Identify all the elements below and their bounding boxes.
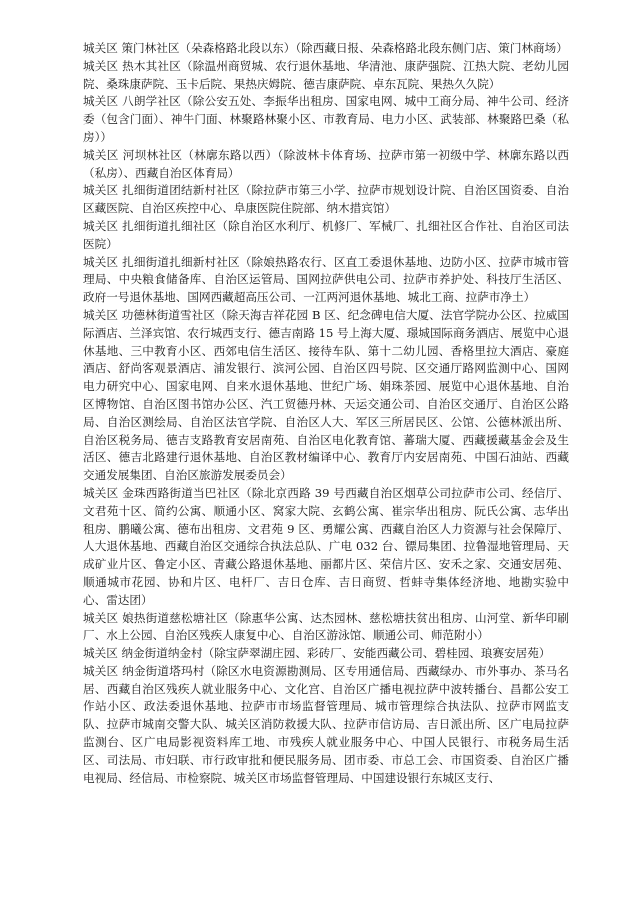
- list-item: 城关区 纳金街道塔玛村（除区水电资源勘测局、区专用通信局、西藏绿办、市外事办、茶马名居、西藏自治区残疾人就业服务中心、文化宫、自治区广播电视拉萨中波转播台、昌都公安工作站小区、政法委退休基地、拉萨市市场监督管理局、城市管理综合执法队、拉萨市网监支队、拉萨市城南交警大队、城关区消防救援大队、拉萨市信访局、吉日派出所、区广电局拉萨监测台、区广电局影视资料库工地、市残疾人就业服务中心、中国人民银行、市税务局生活区、司法局、市妇联、市行政审批和便民服务局、团市委、市总工会、市国资委、自治区广播电视局、经信局、市检察院、城关区市场监督管理局、中国建设银行东城区支行、: [83, 663, 569, 785]
- list-item: 城关区 热木其社区（除温州商贸城、农行退休基地、华清池、康萨强院、江热大院、老幼儿园院、桑珠康萨院、玉卡后院、果热庆姆院、德吉康萨院、卓东瓦院、果热久久院）: [83, 58, 569, 91]
- list-item: 城关区 扎细街道团结新村社区（除拉萨市第三小学、拉萨市规划设计院、自治区国资委、自治区藏医院、自治区疾控中心、阜康医院住院部、纳木措宾馆）: [83, 183, 569, 216]
- list-item: 城关区 扎细街道扎细社区（除自治区水利厅、机修厂、军械厂、扎细社区合作社、自治区司法医院）: [83, 218, 569, 251]
- list-item: 城关区 功德林街道雪社区（除天海吉祥花园 B 区、纪念碑电信大厦、法官学院办公区、拉威国际酒店、兰泽宾馆、农行城西支行、德吉南路 15 号上海大厦、璟城国际商务酒店、展览中心退休基地、三中教育小区、西郊电信生活区、接待车队、第十二幼儿园、香格里拉大酒店、豪庭酒店、舒尚客观景酒店、浦发银行、滨河公园、自治区四号院、区交通厅路网监测中心、国网电力研究中心、国家电网、自来水退休基地、世纪广场、娟珠茶园、展览中心退休基地、自治区博物馆、自治区图书馆办公区、汽工贸德丹林、天运交通公司、自治区交通厅、自治区公路局、自治区测绘局、自治区法官学院、自治区人大、军区三所居民区、公馆、公德林派出所、自治区税务局、德吉支路教育安居南苑、自治区电化教育馆、蕃瑞大厦、西藏援藏基金会及生活区、德吉北路建行退休基地、自治区教材编译中心、教育厅内安居南苑、中国石油站、西藏交通发展集团、自治区旅游发展委员会）: [83, 307, 569, 483]
- list-item: 城关区 金珠西路街道当巴社区（除北京西路 39 号西藏自治区烟草公司拉萨市公司、经信厅、文君苑十区、简约公寓、顺通小区、窝家大院、玄鹤公寓、崔宗华出租房、阮氏公寓、志华出租房、鹏曦公寓、德布出租房、文君苑 9 区、勇耀公寓、西藏自治区人力资源与社会保障厅、人大退休基地、西藏自治区交通综合执法总队、广电 032 台、镖局集团、拉鲁湿地管理局、天成矿业片区、鲁定小区、青藏公路退休基地、丽都片区、荣信片区、安禾之家、交通安居苑、顺通城市花园、协和片区、电杆厂、吉日仓库、吉日商贸、哲蚌寺集体经济地、地勘实验中心、雷达团）: [83, 485, 569, 607]
- list-item: 城关区 策门林社区（朵森格路北段以东）（除西藏日报、朵森格路北段东侧门店、策门林商场）: [83, 41, 568, 55]
- list-item: 城关区 纳金街道纳金村（除宝萨翠湖庄园、彩砖厂、安能西藏公司、碧桂园、琅赛安居苑）: [83, 646, 551, 661]
- list-item: 城关区 八朗学社区（除公安五处、李振华出租房、国家电网、城中工商分局、神牛公司、经济委（包含门面）、神牛门面、林聚路林聚小区、市教育局、电力小区、武装部、林聚路巴桑（私房））: [83, 94, 569, 144]
- document-body: [83, 40, 569, 787]
- list-item: 城关区 扎细街道扎细新村社区（除娘热路农行、区直工委退休基地、边防小区、拉萨市城市管理局、中央粮食储备库、自治区运管局、国网拉萨供电公司、拉萨市养护处、科技厅生活区、政府一号退休基地、国网西藏超高压公司、一江两河退休基地、城北工商、拉萨市净土）: [83, 254, 569, 305]
- list-item: 城关区 河坝林社区（林廓东路以西）（除波林卡体育场、拉萨市第一初级中学、林廓东路以西（私房）、西藏自治区体育局）: [83, 147, 569, 180]
- list-item: 城关区 娘热街道慈松塘社区（除惠华公寓、达杰园林、慈松塘扶贫出租房、山河堂、新华印刷厂、水上公园、自治区残疾人康复中心、自治区游泳馆、顺通公司、师范附小）: [83, 610, 569, 643]
